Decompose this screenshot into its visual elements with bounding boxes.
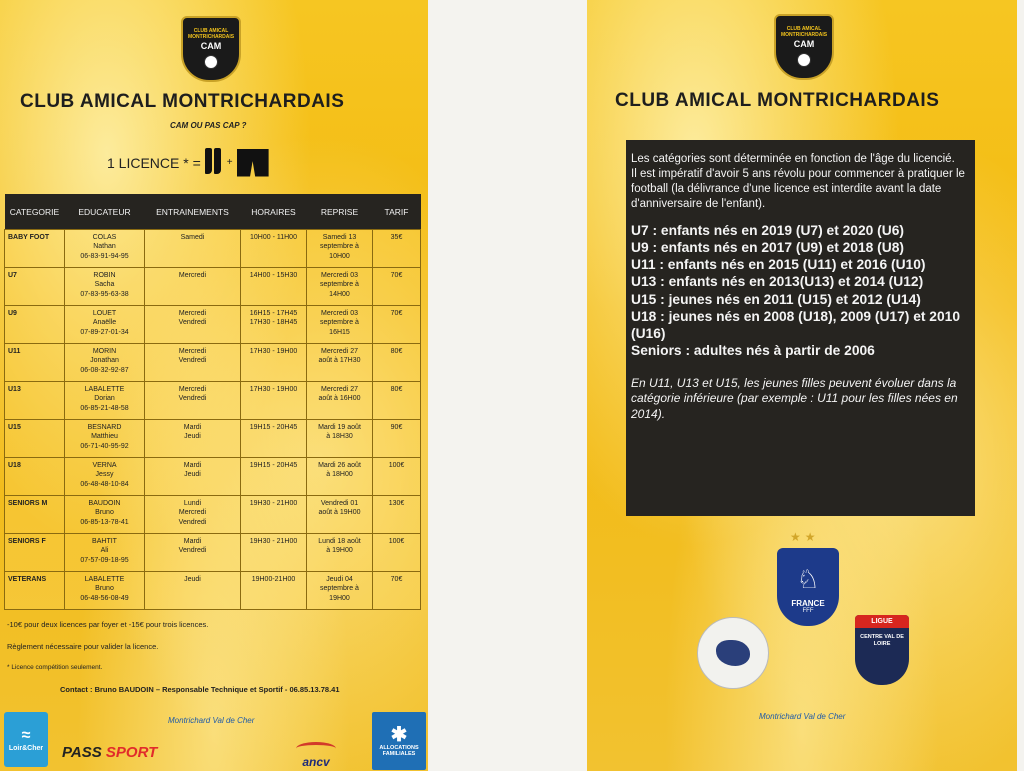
cell-reprise [307,534,373,572]
cell-line: septembre à [320,319,359,327]
district-logo [697,617,769,689]
caf-logo [372,712,426,770]
cell-line: Bruno [95,509,114,517]
cell-line: Mercredi 27 [321,348,358,355]
cell-line: 19H30 - 21H00 [249,500,298,507]
cell-train [145,382,241,420]
cell-line: Mercredi [178,386,207,393]
cell-line: Sacha [94,281,115,289]
cell-cat: SENIORS M [5,496,65,534]
cell-line: septembre à [320,281,359,289]
table-row [5,344,421,382]
cell-edu [65,458,145,496]
table-row [5,306,421,344]
cell-hours [241,572,307,610]
crest-initials: CAM [793,39,815,50]
cell-cat: U7 [5,268,65,306]
cell-line: Vendredi [178,547,207,555]
cell-cat: SENIORS F [5,534,65,572]
cell-edu [65,420,145,458]
category-item: U15 : jeunes nés en 2011 (U15) et 2012 (U14) [631,291,921,307]
cell-train [145,534,241,572]
cell-line: à 18H30 [326,433,353,441]
cell-line: août à 16H00 [318,395,361,403]
fff-stars: ★★ [790,530,820,544]
cell-tarif: 70€ [373,306,421,344]
cell-edu [65,344,145,382]
cell-reprise [307,306,373,344]
right-flyer-panel [587,0,1017,771]
club-crest-logo-right [774,14,834,80]
cell-line: Mercredi [178,310,207,317]
cell-cat: U11 [5,344,65,382]
cell-hours [241,420,307,458]
cell-line: septembre à [320,243,359,251]
cell-hours [241,344,307,382]
cell-line: LOUET [92,310,117,317]
cell-line: août à 17H30 [318,357,361,365]
cell-line: 06-85-21-48-58 [80,404,129,412]
cell-line: Lundi 18 août [318,538,361,545]
cell-line: ROBIN [93,272,116,279]
cell-tarif: 90€ [373,420,421,458]
cell-line: 14H00 [329,290,350,298]
cell-train [145,458,241,496]
cell-line: Vendredi [178,357,207,365]
district-map-icon [716,640,750,666]
sport-text: SPORT [105,744,158,761]
category-item: U11 : enfants nés en 2015 (U11) et 2016 (U10) [631,257,926,273]
discount-note: -10€ pour deux licences par foyer et -15€ pour trois licences. [7,620,209,629]
cell-train [145,230,241,268]
cell-cat: U18 [5,458,65,496]
football-icon [204,55,218,69]
cell-line: 06-83-91-94-95 [80,252,129,260]
cell-line: 17H30 - 19H00 [249,348,298,355]
cell-line: Jeudi [184,576,201,583]
cell-reprise [307,496,373,534]
crest-text: CLUB AMICAL MONTRICHARDAIS [781,26,828,38]
cell-line: BAUDOIN [88,500,121,507]
girls-note: En U11, U13 et U15, les jeunes filles peuvent évoluer dans la catégorie inférieure (par exemple : U11 pour les filles nées en 2014). [631,375,958,421]
cell-line: LABALETTE [84,576,125,583]
cell-line: COLAS [92,234,117,241]
cell-cat: U13 [5,382,65,420]
cell-line: 19H15 - 20H45 [249,424,298,431]
cell-line: LABALETTE [84,386,125,393]
cell-edu [65,382,145,420]
cell-line: Mercredi [178,509,207,517]
cell-line: Mercredi 03 [321,310,358,317]
cell-hours [241,230,307,268]
cell-line: 17H30 - 18H45 [249,319,298,327]
cell-hours [241,496,307,534]
cell-tarif: 130€ [373,496,421,534]
cell-line: 17H30 - 19H00 [249,386,298,393]
cell-hours [241,458,307,496]
ancv-swoop-icon [296,742,336,755]
cell-edu [65,534,145,572]
column-header: TARIF [373,194,421,230]
cell-cat: U9 [5,306,65,344]
table-row [5,268,421,306]
cell-line: Dorian [94,395,115,403]
category-item: Seniors : adultes nés à partir de 2006 [631,343,875,359]
cell-line: à 19H00 [326,547,353,555]
caf-text: ALLOCATIONS FAMILIALES [379,745,419,757]
cell-line: Lundi [183,500,202,507]
cell-tarif: 80€ [373,382,421,420]
club-crest-logo [181,16,241,82]
category-list [631,222,969,360]
crest-text: CLUB AMICAL MONTRICHARDAIS [188,28,235,40]
cell-line: 16H15 - 17H45 [249,310,298,317]
table-header-row [5,194,421,230]
cell-tarif: 70€ [373,268,421,306]
loir-text: Loir&Cher [8,745,44,752]
table-row [5,496,421,534]
cell-line: 10H00 - 11H00 [250,234,297,241]
cell-line: Mardi 26 août [318,462,361,469]
caf-star-icon: ✱ [390,724,408,746]
cell-hours [241,268,307,306]
cell-edu [65,306,145,344]
cell-line: Mercredi [178,348,207,355]
cell-line: Mardi [183,462,202,469]
cell-train [145,306,241,344]
table-body [5,230,421,610]
cell-line: Mardi 19 août [318,424,361,431]
cell-hours [241,382,307,420]
column-header: CATEGORIE [5,194,65,230]
loir-et-cher-logo [4,712,48,767]
club-title: CLUB AMICAL MONTRICHARDAIS [20,91,345,112]
cell-line: Mardi [183,424,202,431]
ancv-logo [286,740,346,770]
cell-train [145,344,241,382]
cell-line: 16H15 [329,328,350,336]
cell-line: Matthieu [91,433,118,441]
cell-line: 06-08-32-92-87 [80,366,129,374]
montrichard-logo: Montrichard Val de Cher [168,716,255,725]
cell-line: Jonathan [90,357,119,365]
contact-line: Contact : Bruno BAUDOIN – Responsable Technique et Sportif - 06.85.13.78.41 [60,685,340,694]
pass-sport-logo [62,744,157,761]
cell-line: Vendredi [178,395,207,403]
cell-tarif: 70€ [373,572,421,610]
category-item: U7 : enfants nés en 2019 (U7) et 2020 (U6) [631,222,904,238]
category-item: U9 : enfants nés en 2017 (U9) et 2018 (U8) [631,239,904,255]
table-row [5,420,421,458]
age-categories-box [626,140,975,516]
cell-reprise [307,268,373,306]
cell-line: 06-48-48-10-84 [80,480,129,488]
cell-line: Mercredi [178,272,207,279]
cell-train [145,420,241,458]
cell-line: Mercredi 03 [321,272,358,279]
cell-line: Ali [100,547,109,555]
table-row [5,230,421,268]
ligue-body-text: CENTRE VAL DE LOIRE [860,634,904,648]
cell-line: 07-89-27-01-34 [80,328,129,336]
cell-line: à 18H00 [326,471,353,479]
cell-train [145,496,241,534]
crest-initials: CAM [200,41,222,52]
table-row [5,572,421,610]
fff-logo [777,548,839,626]
cell-line: 06-71-40-95-92 [80,442,129,450]
cell-line: MORIN [92,348,117,355]
cell-line: Vendredi [178,518,207,526]
cell-line: Anaëlle [92,319,117,327]
schedule-table [4,194,421,610]
table-row [5,458,421,496]
cell-tarif: 35€ [373,230,421,268]
cell-reprise [307,458,373,496]
cell-line: Vendredi 01 [320,500,359,507]
fff-france-text: FRANCE [791,599,825,608]
cell-edu [65,230,145,268]
cell-line: Jeudi [184,433,201,441]
licence-label: 1 LICENCE * = [107,154,201,171]
cell-tarif: 100€ [373,458,421,496]
cell-line: 07-83-95-63-38 [80,290,129,298]
cell-line: 06-48-56-08-49 [80,594,129,602]
cell-train [145,572,241,610]
cell-tarif: 80€ [373,344,421,382]
left-flyer-panel [0,0,428,771]
cell-line: Samedi 13 [322,234,357,241]
rooster-icon: ♘ [796,564,820,594]
table-row [5,382,421,420]
cell-line: BESNARD [87,424,122,431]
cell-line: août à 19H00 [318,509,361,517]
cell-line: Jeudi 04 [326,576,353,583]
cell-train [145,268,241,306]
cell-line: BAHTIT [92,538,117,545]
cell-edu [65,268,145,306]
cell-line: Bruno [95,585,114,593]
cell-line: 10H00 [329,252,350,260]
cell-edu [65,572,145,610]
ancv-text: ancv [302,754,330,769]
cell-line: 06-85-13-78-41 [80,518,129,526]
column-header: ENTRAINEMENTS [145,194,241,230]
column-header: REPRISE [307,194,373,230]
fff-sub-text: FFF [802,608,814,614]
competition-note: * Licence compétition seulement. [7,664,103,671]
cell-reprise [307,230,373,268]
cell-tarif: 100€ [373,534,421,572]
plus-sign: + [226,157,233,168]
cell-line: 14H00 - 15H30 [249,272,298,279]
category-item: U13 : enfants nés en 2013(U13) et 2014 (U12) [631,274,924,290]
cell-line: Mardi [183,538,202,545]
column-header: EDUCATEUR [65,194,145,230]
cell-line: VERNA [92,462,117,469]
cell-cat: VETERANS [5,572,65,610]
cell-line: Mercredi 27 [321,386,358,393]
loir-icon: ≈ [21,727,31,744]
club-slogan: CAM OU PAS CAP ? [170,121,247,130]
cell-hours [241,534,307,572]
cell-line: Nathan [93,243,116,251]
cell-reprise [307,572,373,610]
payment-note: Règlement nécessaire pour valider la licence. [7,642,159,651]
shorts-icon [237,149,269,177]
cell-hours [241,306,307,344]
category-item: U18 : jeunes nés en 2008 (U18), 2009 (U17) et 2010 (U16) [631,308,960,342]
cell-cat: BABY FOOT [5,230,65,268]
ligue-head-text: LIGUE [855,615,909,628]
football-icon [797,53,811,67]
pass-text: PASS [62,744,102,761]
cell-line: septembre à [320,585,359,593]
ligue-logo [855,615,909,685]
intro-age-text: Les catégories sont déterminée en fonction de l'âge du licencié. [631,153,955,165]
licence-equation [107,148,269,177]
cell-reprise [307,420,373,458]
cell-line: 07-57-09-18-95 [80,556,129,564]
cell-line: Vendredi [178,319,207,327]
table-row [5,534,421,572]
cell-cat: U15 [5,420,65,458]
cell-line: Jeudi [184,471,201,479]
montrichard-logo-right: Montrichard Val de Cher [759,712,846,721]
cell-line: 19H00 [329,594,350,602]
cell-line: 19H00-21H00 [251,576,296,583]
club-title-right: CLUB AMICAL MONTRICHARDAIS [615,90,940,111]
socks-icon [205,148,223,177]
cell-line: Samedi [180,234,205,241]
cell-reprise [307,344,373,382]
cell-line: 19H15 - 20H45 [249,462,298,469]
column-header: HORAIRES [241,194,307,230]
cell-line: Jessy [95,471,114,479]
cell-edu [65,496,145,534]
cell-reprise [307,382,373,420]
cell-line: 19H30 - 21H00 [249,538,298,545]
intro-rule-text: Il est impératif d'avoir 5 ans révolu pour commencer à pratiquer le football (la délivrance d'une licence est interdite avant la date d'anniversaire de l'enfant). [631,167,965,210]
